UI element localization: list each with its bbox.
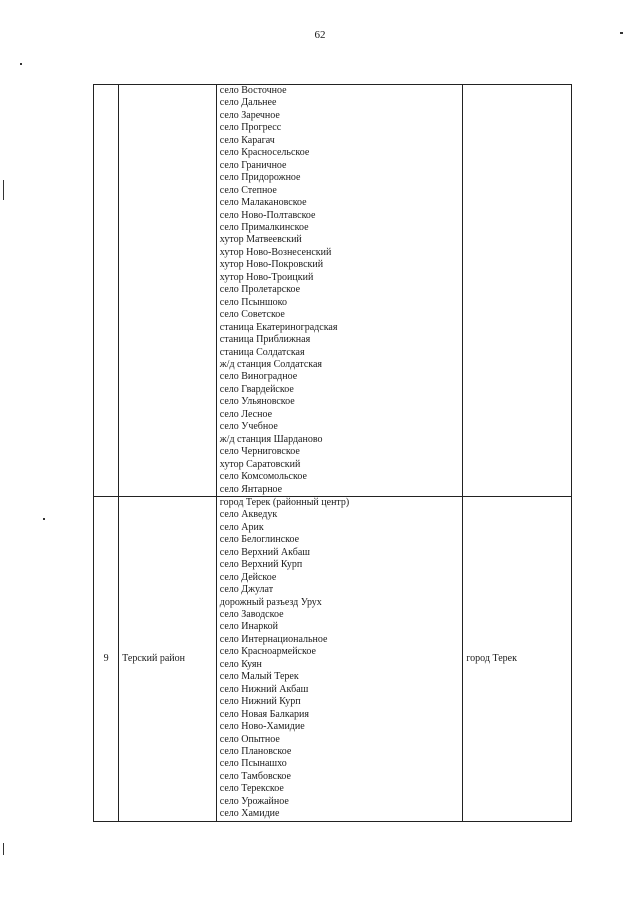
settlement-item: село Лесное [219, 408, 273, 420]
settlement-item: село Гвардейское [219, 383, 294, 395]
settlements-cell [216, 496, 463, 821]
settlement-item: село Ново-Полтавское [219, 209, 316, 221]
settlement-item: село Пролетарское [219, 284, 301, 296]
settlement-item: хутор Ново-Троицкий [219, 271, 314, 283]
settlement-item: хутор Ново-Вознесенский [219, 246, 332, 258]
settlement-item: ж/д станция Солдатская [219, 358, 323, 370]
settlement-item: дорожный разъезд Урух [219, 596, 322, 608]
settlements-table [93, 84, 572, 822]
settlements-cell [216, 85, 463, 497]
table-row [94, 85, 572, 497]
scan-mark [3, 843, 4, 855]
admin-center-cell: город Терек [463, 496, 572, 821]
settlement-item: село Арик [219, 521, 264, 533]
settlement-list [220, 497, 460, 821]
settlement-item: село Красноармейское [219, 646, 316, 658]
settlement-item: село Граничное [219, 159, 287, 171]
row-number-cell [94, 85, 119, 497]
scan-mark [3, 180, 4, 200]
settlement-item: село Урожайное [219, 795, 289, 807]
settlement-item: село Джулат [219, 584, 274, 596]
page-number: 62 [314, 29, 326, 41]
scan-mark [43, 518, 45, 520]
district-cell [119, 85, 217, 497]
settlement-item: село Инаркой [219, 621, 278, 633]
settlement-item: село Новая Балкария [219, 708, 309, 720]
settlement-item: село Нижний Акбаш [219, 683, 309, 695]
settlement-item: село Малакановское [219, 197, 307, 209]
scan-mark [620, 32, 623, 34]
settlement-list [220, 85, 460, 496]
settlement-item: село Учебное [219, 421, 278, 433]
settlement-item: хутор Матвеевский [219, 234, 302, 246]
settlement-item: село Псыншоко [219, 296, 288, 308]
settlement-item: село Акведук [219, 509, 278, 521]
settlement-item: село Дальнее [219, 97, 277, 109]
settlement-item: село Псынашхо [219, 758, 287, 770]
settlement-item: село Тамбовское [219, 770, 291, 782]
settlement-item: село Заводское [219, 609, 284, 621]
settlement-item: село Ульяновское [219, 396, 295, 408]
settlement-item: село Янтарное [219, 483, 283, 495]
settlement-item: село Ново-Хамидие [219, 721, 305, 733]
district-cell: Терский район [119, 496, 217, 821]
settlement-item: село Верхний Акбаш [219, 546, 310, 558]
admin-center-cell [463, 85, 572, 497]
settlement-item: город Терек (районный центр) [219, 496, 350, 508]
settlement-item: село Карагач [219, 134, 275, 146]
settlement-item: село Восточное [219, 85, 287, 96]
settlement-item: село Плановское [219, 746, 292, 758]
settlement-item: село Хамидие [219, 808, 280, 820]
settlement-item: село Заречное [219, 109, 280, 121]
settlement-item: село Черниговское [219, 446, 300, 458]
settlement-item: хутор Ново-Покровский [219, 259, 324, 271]
settlement-item: село Интернациональное [219, 633, 328, 645]
settlement-item: село Виноградное [219, 371, 298, 383]
row-number-cell: 9 [94, 496, 119, 821]
settlement-item: село Прималкинское [219, 221, 309, 233]
table-row [94, 496, 572, 821]
settlement-item: хутор Саратовский [219, 458, 301, 470]
settlement-item: село Опытное [219, 733, 280, 745]
settlement-item: село Красносельское [219, 147, 310, 159]
settlement-item: село Комсомольское [219, 471, 307, 483]
settlement-item: село Степное [219, 184, 277, 196]
settlement-item: село Дейское [219, 571, 277, 583]
settlement-item: станица Приближная [219, 334, 311, 346]
settlement-item: село Куян [219, 658, 262, 670]
settlement-item: село Советское [219, 309, 285, 321]
settlement-item: село Верхний Курп [219, 559, 303, 571]
scan-mark [20, 63, 22, 65]
settlement-item: село Нижний Курп [219, 696, 301, 708]
settlement-item: село Белоглинское [219, 534, 300, 546]
settlement-item: ж/д станция Шарданово [219, 433, 323, 445]
settlement-item: село Придорожное [219, 172, 301, 184]
settlement-item: село Терекское [219, 783, 284, 795]
settlement-item: село Малый Терек [219, 671, 299, 683]
settlement-item: село Прогресс [219, 122, 282, 134]
settlement-item: станица Екатериноградская [219, 321, 338, 333]
settlement-item: станица Солдатская [219, 346, 305, 358]
